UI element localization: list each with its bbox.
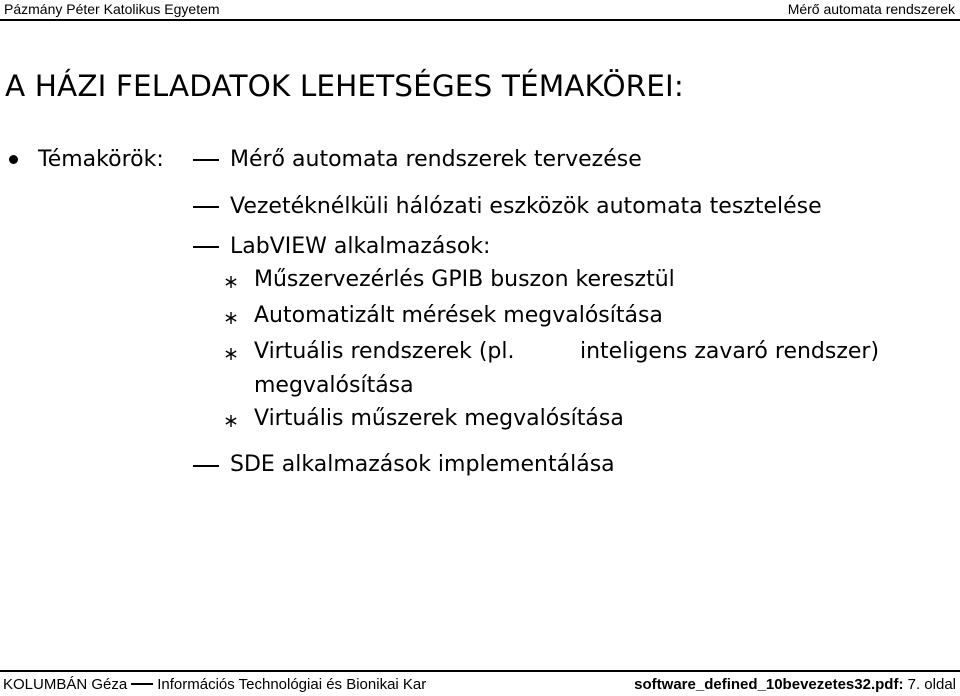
subtopic-item: Virtuális rendszerek (pl. — [254, 339, 515, 364]
university-name: Pázmány Péter Katolikus Egyetem — [4, 1, 220, 17]
subtopic-item-continued: megvalósítása — [254, 373, 414, 398]
subtopic-item: Műszervezérlés GPIB buszon keresztül — [254, 267, 675, 292]
header-rule — [0, 19, 960, 21]
faculty-name: Információs Technológiai és Bionikai Kar — [157, 676, 427, 693]
subtopic-item-continued: inteligens zavaró rendszer) — [580, 339, 880, 364]
asterisk-icon — [224, 311, 238, 325]
topics-label: Témakörök: — [38, 147, 164, 172]
topic-item: LabVIEW alkalmazások: — [230, 234, 491, 259]
slide-footer — [0, 670, 960, 693]
bullet-icon — [9, 155, 18, 164]
file-name: software_defined_10bevezetes32.pdf: — [634, 676, 904, 693]
slide-header — [0, 0, 960, 19]
topic-item: Vezetéknélküli hálózati eszközök automata tesztelése — [230, 194, 822, 219]
dash-icon — [131, 683, 153, 685]
dash-icon — [193, 465, 219, 467]
page-number: 7. oldal — [907, 676, 956, 693]
slide-title: A HÁZI FELADATOK LEHETSÉGES TÉMAKÖREI: — [5, 69, 684, 103]
topic-item: Mérő automata rendszerek tervezése — [230, 147, 642, 172]
asterisk-icon — [224, 414, 238, 428]
subtopic-item: Virtuális műszerek megvalósítása — [254, 406, 624, 431]
subtopic-item: Automatizált mérések megvalósítása — [254, 303, 663, 328]
dash-icon — [193, 206, 219, 208]
footer-rule — [0, 670, 960, 672]
author-name: KOLUMBÁN Géza — [3, 676, 128, 693]
asterisk-icon — [224, 275, 238, 289]
dash-icon — [193, 246, 219, 248]
dash-icon — [193, 159, 219, 161]
course-name: Mérő automata rendszerek — [787, 1, 955, 17]
topic-item: SDE alkalmazások implementálása — [230, 452, 615, 477]
asterisk-icon — [224, 347, 238, 361]
